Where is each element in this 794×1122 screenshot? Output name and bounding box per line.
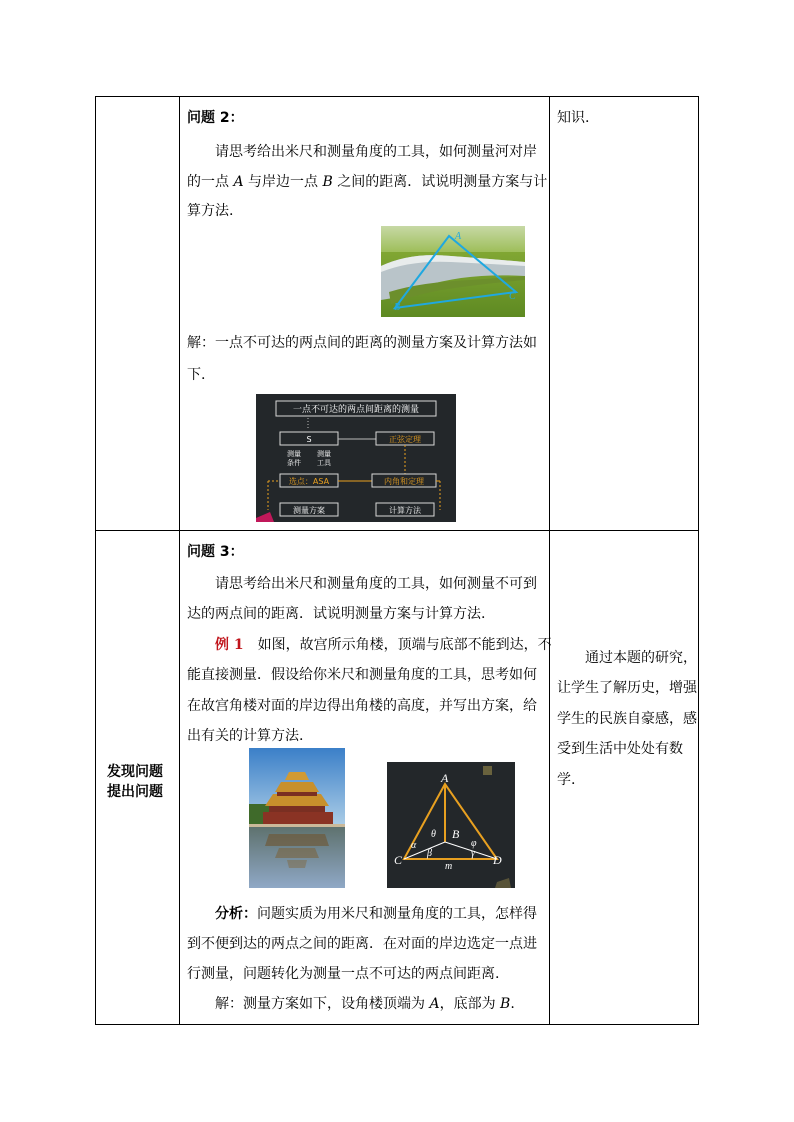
flowchart-board [256,394,456,522]
q3-solution-text: . [510,996,515,1012]
geo-label-c: C [394,853,403,867]
var-b: B [500,996,511,1012]
flow-angle-sum: 内角和定理 [384,477,424,486]
row-divider [96,530,698,531]
q2-line-1: 请思考给出米尺和测量角度的工具，如何测量河对岸 [215,144,537,160]
geo-label-d: D [493,853,502,867]
flow-plan: 测量方案 [293,506,325,515]
example-text: 如图，故宫所示角楼，顶端与底部不能到达，不 [243,637,552,653]
example-label: 例 1 [215,637,244,653]
q3-line-2: 达的两点间的距离．试说明测量方案与计算方法. [187,606,486,622]
q2-text: 之间的距离．试说明测量方案与计 [332,174,548,190]
geo-label-b: B [452,827,460,841]
side-label-2: 提出问题 [107,784,163,800]
q2-line-2 [187,175,547,189]
question-2-title: 问题 2： [187,110,244,126]
var-b: B [322,174,333,190]
q2-text: 与岸边一点 [243,174,323,190]
geo-label-beta: β [427,848,432,859]
geo-label-phi: φ [471,838,477,849]
note-line-1: 通过本题的研究， [585,650,697,666]
flow-tool-2: 工具 [317,459,331,467]
right-note-top: 知识. [557,110,590,126]
note-line-5: 学. [557,772,576,788]
column-divider [549,97,550,1024]
geo-label-theta: θ [431,829,436,840]
q3-solution-text: ，底部为 [439,996,501,1012]
q3-solution [215,997,515,1011]
river-label-a: A [455,231,462,242]
note-line-4: 受到生活中处处有数 [557,741,683,757]
example-line-1 [215,638,552,652]
geo-label-gamma: γ [471,848,475,859]
corner-tower-photo [249,748,345,888]
q3-line-1: 请思考给出米尺和测量角度的工具，如何测量不可到 [215,576,537,592]
river-label-b: B [394,302,401,313]
analysis-line-3: 行测量，问题转化为测量一点不可达的两点间距离. [187,966,500,982]
analysis-line-1 [215,907,537,921]
flow-s-box: S [306,435,312,444]
flow-law-of-sines: 正弦定理 [389,435,421,444]
geo-label-alpha: α [411,840,417,851]
q2-line-3: 算方法. [187,203,234,219]
geometry-figure [387,762,515,888]
note-line-2: 让学生了解历史，增强 [557,680,697,696]
flow-pick-points: 选点：ASA [288,477,330,486]
var-a: A [233,174,244,190]
geo-label-m: m [445,861,453,872]
flow-calc: 计算方法 [389,506,421,515]
example-line-4: 出有关的计算方法. [187,728,304,744]
q2-solution-line-1: 解：一点不可达的两点间的距离的测量方案及计算方法如 [187,335,537,351]
side-label-1: 发现问题 [107,764,163,780]
river-photo [381,226,525,317]
analysis-text: 问题实质为用米尺和测量角度的工具，怎样得 [257,906,537,922]
column-divider [179,97,180,1024]
flow-cond-1: 测量 [287,450,301,458]
example-line-3: 在故宫角楼对面的岸边得出角楼的高度，并写出方案，给 [187,698,537,714]
example-line-2: 能直接测量．假设给你米尺和测量角度的工具，思考如何 [187,667,537,683]
flow-tool-1: 测量 [317,450,331,458]
question-3-title: 问题 3： [187,544,244,560]
q2-solution-line-2: 下. [187,367,206,383]
geo-label-a: A [441,771,449,785]
flow-title: 一点不可达的两点间距离的测量 [292,405,420,415]
flow-cond-2: 条件 [287,459,301,467]
q2-text: 的一点 [187,174,234,190]
q3-solution-text: 解：测量方案如下，设角楼顶端为 [215,996,430,1012]
var-a: A [429,996,440,1012]
river-label-c: C [509,291,516,302]
note-line-3: 学生的民族自豪感，感 [557,711,697,727]
analysis-label: 分析： [215,906,257,922]
analysis-line-2: 到不便到达的两点之间的距离．在对面的岸边选定一点进 [187,936,537,952]
